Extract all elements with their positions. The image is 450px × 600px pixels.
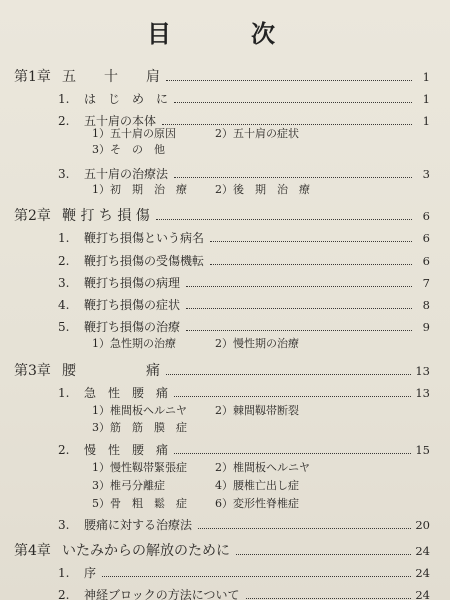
section-title: 腰痛に対する治療法	[84, 518, 193, 532]
subsection: 5）骨 粗 鬆 症	[92, 497, 187, 510]
subsection: 1）椎間板ヘルニヤ	[92, 404, 187, 417]
page-number: 7	[422, 276, 430, 290]
subsection: 6）変形性脊椎症	[215, 497, 299, 510]
page-number: 9	[422, 320, 430, 334]
page-number: 20	[415, 518, 430, 532]
section-title: 五十肩の本体	[84, 114, 157, 128]
leader-dots	[186, 286, 412, 287]
section-number: 5.	[58, 320, 70, 334]
leader-dots	[236, 554, 411, 555]
section-number: 2.	[58, 114, 70, 128]
page-number: 15	[415, 443, 430, 457]
section-title: 鞭打ち損傷の受傷機転	[84, 254, 205, 268]
leader-dots	[166, 374, 411, 375]
section-row	[58, 318, 430, 335]
section-row	[58, 90, 430, 107]
section-number: 1.	[58, 92, 70, 106]
leader-dots	[102, 576, 411, 577]
section-number: 1.	[58, 386, 70, 400]
leader-dots	[174, 453, 411, 454]
page-title: 目 次	[147, 19, 303, 48]
chapter-title: 腰 痛	[62, 363, 160, 379]
subsection: 2）椎間板ヘルニヤ	[215, 461, 310, 474]
page-number: 3	[422, 167, 430, 181]
page-number: 6	[422, 209, 430, 223]
section-row	[58, 564, 430, 581]
section-number: 3.	[58, 276, 70, 290]
subsection: 3）筋 筋 膜 症	[92, 421, 187, 434]
leader-dots	[174, 102, 412, 103]
section-title: 鞭打ち損傷の病理	[84, 276, 181, 290]
section-row	[58, 384, 430, 401]
leader-dots	[156, 219, 412, 220]
page-number: 6	[422, 254, 430, 268]
chapter-1-row	[14, 66, 430, 86]
subsection: 3）椎弓分離症	[92, 479, 165, 492]
subsection: 1）五十肩の原因	[92, 127, 176, 140]
section-number: 3.	[58, 167, 70, 181]
section-title: 慢 性 腰 痛	[84, 443, 169, 457]
section-row	[58, 274, 430, 291]
section-title: 鞭打ち損傷の治療	[84, 320, 181, 334]
page-number: 13	[415, 364, 430, 378]
section-title: 鞭打ち損傷の症状	[84, 298, 181, 312]
section-row	[58, 296, 430, 313]
page-number: 1	[422, 114, 430, 128]
section-number: 2.	[58, 588, 70, 600]
page-number: 1	[422, 92, 430, 106]
leader-dots	[166, 80, 412, 81]
page-number: 1	[422, 70, 430, 84]
section-row	[58, 516, 430, 533]
chapter-3-row	[14, 360, 430, 380]
subsection: 1）初 期 治 療	[92, 183, 187, 196]
subsection: 1）慢性靱帯緊張症	[92, 461, 187, 474]
chapter-title: 五 十 肩	[62, 69, 160, 85]
subsection: 2）後 期 治 療	[215, 183, 310, 196]
section-title: 急 性 腰 痛	[84, 386, 169, 400]
chapter-title: いたみからの解放のために	[62, 543, 230, 559]
page-number: 24	[415, 566, 430, 580]
section-number: 1.	[58, 566, 70, 580]
subsection: 3）そ の 他	[92, 143, 165, 156]
section-number: 1.	[58, 231, 70, 245]
section-title: は じ め に	[84, 92, 169, 106]
leader-dots	[174, 177, 412, 178]
section-title: 神経ブロックの方法について	[84, 588, 240, 600]
section-row	[58, 229, 430, 246]
section-number: 3.	[58, 518, 70, 532]
section-row	[58, 441, 430, 458]
chapter-title: 鞭 打 ち 損 傷	[62, 208, 150, 224]
chapter-label: 第1章	[14, 69, 51, 85]
subsection: 4）腰椎亡出し症	[215, 479, 299, 492]
chapter-label: 第4章	[14, 543, 51, 559]
leader-dots	[186, 308, 412, 309]
page-number: 24	[415, 588, 430, 600]
subsection: 2）棘間靱帯断裂	[215, 404, 299, 417]
chapter-label: 第3章	[14, 363, 51, 379]
subsection: 1）急性期の治療	[92, 337, 176, 350]
leader-dots	[186, 330, 412, 331]
page-number: 24	[415, 544, 430, 558]
leader-dots	[246, 598, 412, 599]
page-number: 6	[422, 231, 430, 245]
chapter-label: 第2章	[14, 208, 51, 224]
section-title: 五十肩の治療法	[84, 167, 169, 181]
leader-dots	[210, 241, 412, 242]
leader-dots	[210, 264, 412, 265]
leader-dots	[198, 528, 411, 529]
page-number: 13	[415, 386, 430, 400]
section-number: 2.	[58, 443, 70, 457]
section-row	[58, 252, 430, 269]
section-row	[58, 165, 430, 182]
subsection: 2）慢性期の治療	[215, 337, 299, 350]
chapter-4-row	[14, 540, 430, 560]
subsection: 2）五十肩の症状	[215, 127, 299, 140]
section-row	[58, 586, 430, 600]
section-number: 2.	[58, 254, 70, 268]
chapter-2-row	[14, 205, 430, 225]
section-number: 4.	[58, 298, 70, 312]
leader-dots	[174, 396, 411, 397]
page-number: 8	[422, 298, 430, 312]
section-title: 序	[84, 566, 97, 580]
section-title: 鞭打ち損傷という病名	[84, 231, 205, 245]
